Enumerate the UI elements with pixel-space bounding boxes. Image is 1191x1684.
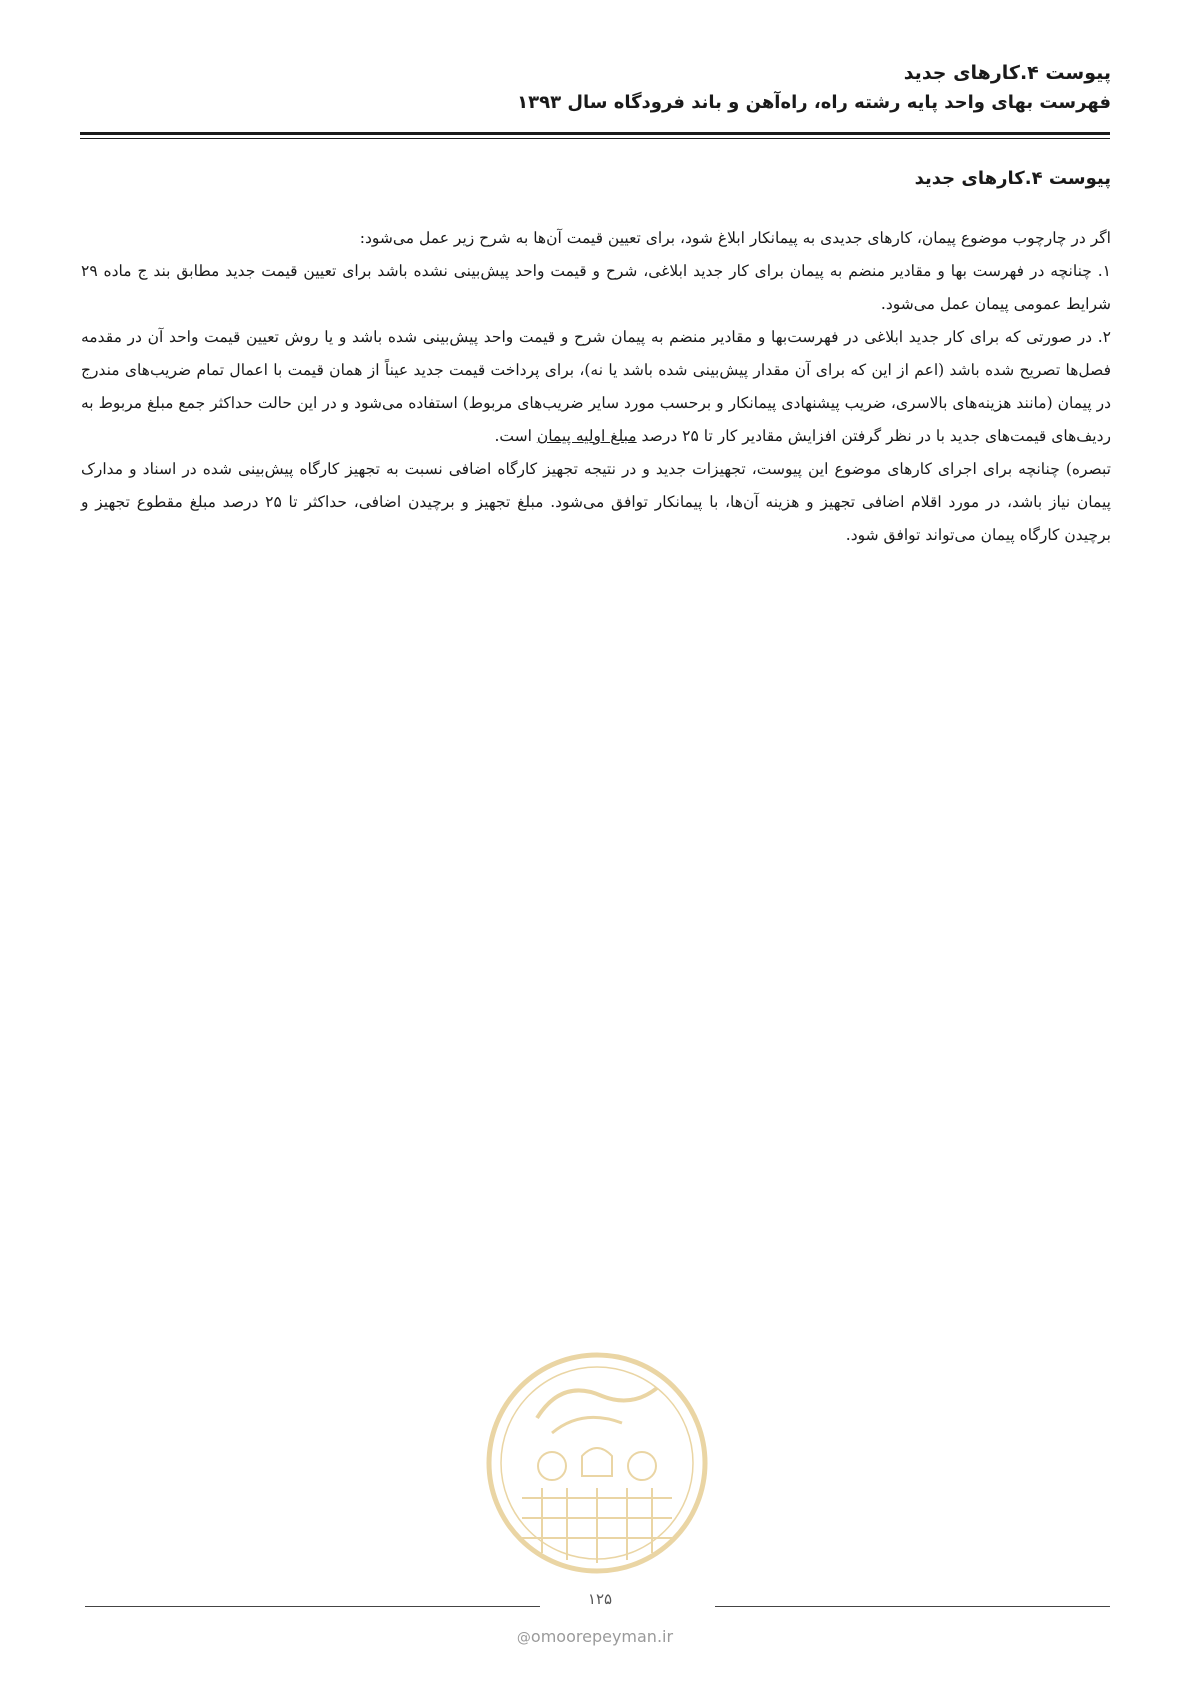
paragraph-intro: اگر در چارچوب موضوع پیمان، کارهای جدیدی به پیمانکار ابلاغ شود، برای تعیین قیمت آن‌ها به شرح زیر عمل می‌شود: — [359, 229, 1111, 247]
paragraph-item-1: ۱. چنانچه در فهرست بها و مقادیر منضم به پیمان برای کار جدید ابلاغی، شرح و قیمت واحد پیش‌بینی نشده باشد برای تعیین قیمت جدید مطابق بند ج ماده ۲۹ شرایط عمومی پیمان عمل می‌شود. — [81, 262, 1111, 313]
website-footer — [480, 1627, 710, 1646]
header-document-title: فهرست بهای واحد پایه رشته راه، راه‌آهن و باند فرودگاه سال ۱۳۹۳ — [517, 92, 1111, 113]
at-icon: @ — [516, 1630, 531, 1646]
page-number: ۱۲۵ — [587, 1590, 613, 1608]
paragraph-note: تبصره) چنانچه برای اجرای کارهای موضوع این پیوست، تجهیزات جدید و در نتیجه تجهیز کارگاه اضافی نسبت به تجهیز کارگاه پیش‌بینی شده در اسناد و مدارک پیمان نیاز باشد، در مورد اقلام اضافی تجهیز و هزینه آن‌ها، با پیمانکار توافق می‌شود. مبلغ تجهیز و برچیدن اضافی، حداکثر تا ۲۵ درصد مبلغ مقطوع تجهیز و برچیدن کارگاه پیمان می‌تواند توافق شود. — [81, 460, 1111, 544]
item-2-end: است. — [494, 427, 537, 445]
website-url: omoorepeyman.ir — [530, 1627, 674, 1646]
header-rule-thick — [80, 132, 1110, 135]
header-rule-thin — [80, 138, 1110, 139]
item-2-underlined: مبلغ اولیه پیمان — [536, 427, 637, 445]
footer-rule-right — [715, 1606, 1110, 1607]
page-header — [81, 58, 1111, 118]
footer-rule-left — [85, 1606, 540, 1607]
paragraph-item-2 — [81, 321, 1111, 453]
header-appendix-title: پیوست ۴.کارهای جدید — [903, 62, 1111, 84]
seal-watermark-icon — [482, 1348, 712, 1578]
section-title: پیوست ۴.کارهای جدید — [914, 168, 1111, 189]
body-text — [81, 222, 1111, 552]
item-2-text: ۲. در صورتی که برای کار جدید ابلاغی در فهرست‌بها و مقادیر منضم به پیمان شرح و قیمت واحد پیش‌بینی شده باشد و یا روش تعیین قیمت واحد آن در مقدمه فصل‌ها تصریح شده باشد (اعم از این که برای آن مقدار پیش‌بینی شده باشد یا نه)، برای پرداخت قیمت جدید عیناً از همان قیمت با اعمال تمام ضریب‌های مندرج در پیمان (مانند هزینه‌های بالاسری، ضریب پیشنهادی پیمانکار و برحسب مورد سایر ضریب‌های مربوط) استفاده می‌شود و در این حالت حداکثر جمع مبلغ مربوط به ردیف‌های قیمت‌های جدید با در نظر گرفتن افزایش مقادیر کار تا ۲۵ درصد — [81, 328, 1111, 445]
